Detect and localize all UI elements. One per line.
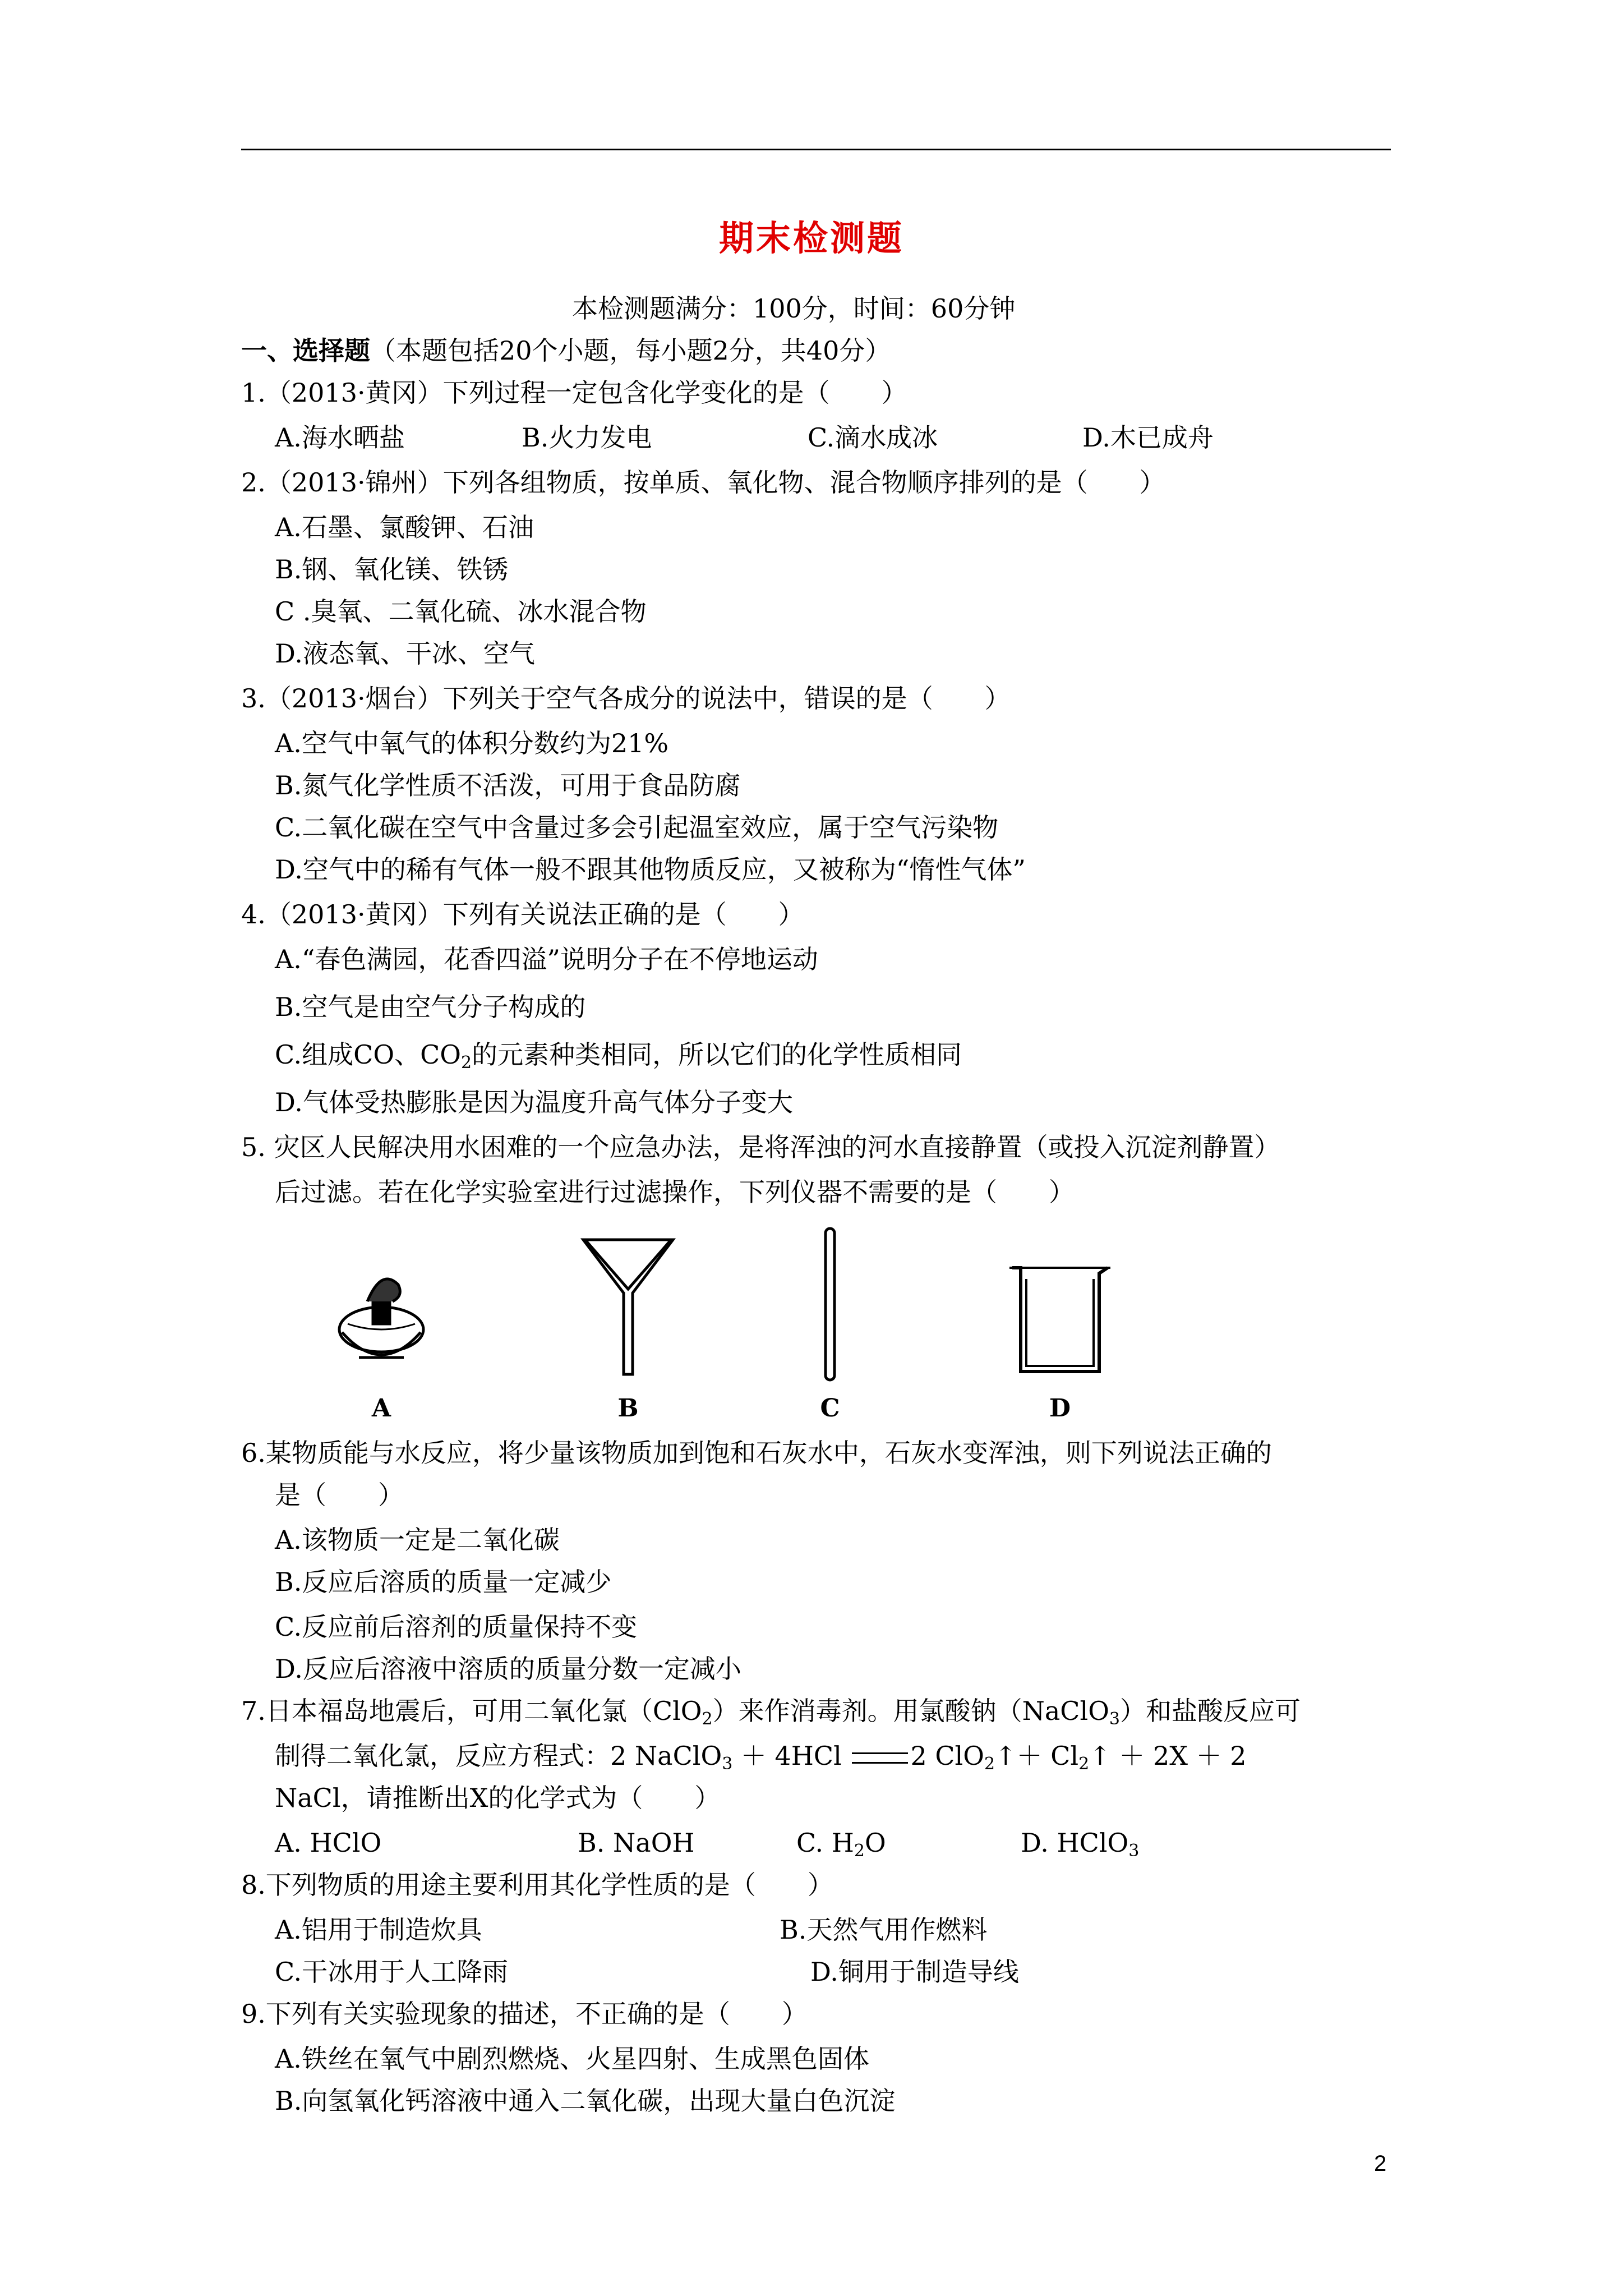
question-1-option-d: D.木已成舟 bbox=[1082, 422, 1214, 453]
question-8-option-b: B.天然气用作燃料 bbox=[780, 1915, 988, 1945]
question-7-option-b: B. NaOH bbox=[578, 1828, 695, 1858]
question-5-stem-line-1: 5. 灾区人民解决用水困难的一个应急办法，是将浑浊的河水直接静置（或投入沉淀剂静置） bbox=[241, 1132, 1280, 1162]
page-number: 2 bbox=[1374, 2151, 1387, 2176]
question-7-option-c: C. $H_2O$ bbox=[796, 1828, 886, 1861]
question-2-option-c: C .臭氧、二氧化硫、冰水混合物 bbox=[275, 596, 647, 627]
apparatus-label-b: B bbox=[617, 1394, 639, 1423]
question-4-option-d: D.气体受热膨胀是因为温度升高气体分子变大 bbox=[275, 1087, 793, 1117]
question-7-stem-line-1: 7.日本福岛地震后，可用二氧化氯（ClO$_2$）来作消毒剂。用氯酸钠（NaClO$_3$）和盐酸反应可 bbox=[241, 1696, 1301, 1729]
question-3-stem: 3.（2013·烟台）下列关于空气各成分的说法中，错误的是（ ） bbox=[241, 683, 1011, 714]
question-2-option-a: A.石墨、氯酸钾、石油 bbox=[275, 512, 534, 542]
question-5-stem-line-2: 后过滤。若在化学实验室进行过滤操作，下列仪器不需要的是（ ） bbox=[275, 1177, 1075, 1207]
question-4-option-a: A.“春色满园，花香四溢”说明分子在不停地运动 bbox=[275, 944, 818, 974]
question-1-option-a: A.海水晒盐 bbox=[275, 422, 405, 453]
glass-rod-icon bbox=[826, 1228, 834, 1380]
question-8-option-d: D.铜用于制造导线 bbox=[810, 1957, 1019, 1987]
question-7-equation: 制得二氧化氯，反应方程式：2 NaClO$_3$ ＋ 4HCl 2 ClO$_2$↑＋ $Cl_2↑ + 2X + 2$ bbox=[275, 1741, 1247, 1774]
question-7-option-d: D. HClO$_3$ bbox=[1021, 1828, 1140, 1861]
apparatus-label-a: A bbox=[371, 1394, 391, 1423]
question-6-stem-line-2: 是（ ） bbox=[275, 1480, 404, 1510]
question-1-option-c: C.滴水成冰 bbox=[808, 422, 938, 453]
exam-info: 本检测题满分：100分，时间：60分钟 bbox=[572, 293, 1016, 324]
question-3-option-c: C.二氧化碳在空气中含量过多会引起温室效应，属于空气污染物 bbox=[275, 812, 999, 843]
question-2-option-b: B.钢、氧化镁、铁锈 bbox=[275, 554, 509, 585]
beaker-icon bbox=[1009, 1268, 1110, 1372]
section-note: （本题包括20个小题，每小题2分，共40分） bbox=[370, 335, 891, 366]
question-3-option-b: B.氮气化学性质不活泼，可用于食品防腐 bbox=[275, 770, 741, 800]
question-6-stem-line-1: 6.某物质能与水反应，将少量该物质加到饱和石灰水中，石灰水变浑浊，则下列说法正确的 bbox=[241, 1438, 1272, 1468]
header-rule bbox=[241, 149, 1391, 150]
question-7-option-a: A. HClO bbox=[275, 1828, 382, 1858]
question-9-option-a: A.铁丝在氧气中剧烈燃烧、火星四射、生成黑色固体 bbox=[275, 2044, 869, 2074]
lab-apparatus-figure bbox=[292, 1223, 1189, 1425]
page-title: 期末检测题 bbox=[718, 218, 904, 259]
question-3-option-d: D.空气中的稀有气体一般不跟其他物质反应，又被称为“惰性气体” bbox=[275, 854, 1026, 885]
equals-sign-icon bbox=[852, 1752, 908, 1764]
question-6-option-d: D.反应后溶液中溶质的质量分数一定减小 bbox=[275, 1654, 741, 1684]
question-4-stem: 4.（2013·黄冈）下列有关说法正确的是（ ） bbox=[241, 899, 804, 930]
question-1-option-b: B.火力发电 bbox=[522, 422, 652, 453]
section-heading bbox=[241, 334, 891, 367]
question-4-option-c: C.组成CO、$CO_2$的元素种类相同，所以它们的化学性质相同 bbox=[275, 1039, 962, 1073]
question-4-option-b: B.空气是由空气分子构成的 bbox=[275, 992, 586, 1022]
question-6-option-a: A.该物质一定是二氧化碳 bbox=[275, 1525, 560, 1555]
question-2-stem: 2.（2013·锦州）下列各组物质，按单质、氧化物、混合物顺序排列的是（ ） bbox=[241, 467, 1165, 498]
question-8-stem: 8.下列物质的用途主要利用其化学性质的是（ ） bbox=[241, 1870, 833, 1900]
question-8-option-a: A.铝用于制造炊具 bbox=[275, 1915, 482, 1945]
question-3-option-a: A.空气中氧气的体积分数约为21% bbox=[275, 728, 669, 758]
apparatus-label-d: D bbox=[1049, 1394, 1071, 1423]
alcohol-lamp-icon bbox=[339, 1279, 423, 1358]
funnel-icon bbox=[583, 1240, 673, 1374]
question-9-option-b: B.向氢氧化钙溶液中通入二氧化碳，出现大量白色沉淀 bbox=[275, 2086, 896, 2116]
apparatus-label-c: C bbox=[820, 1394, 840, 1423]
question-8-option-c: C.干冰用于人工降雨 bbox=[275, 1957, 509, 1987]
question-6-option-b: B.反应后溶质的质量一定减少 bbox=[275, 1567, 612, 1597]
question-6-option-c: C.反应前后溶剂的质量保持不变 bbox=[275, 1612, 638, 1642]
question-1-stem: 1.（2013·黄冈）下列过程一定包含化学变化的是（ ） bbox=[241, 378, 907, 408]
question-2-option-d: D.液态氧、干冰、空气 bbox=[275, 638, 535, 669]
question-9-stem: 9.下列有关实验现象的描述，不正确的是（ ） bbox=[241, 1999, 808, 2029]
section-title: 一、选择题 bbox=[241, 335, 370, 366]
question-7-stem-line-3: NaCl，请推断出X的化学式为（ ） bbox=[275, 1783, 721, 1813]
